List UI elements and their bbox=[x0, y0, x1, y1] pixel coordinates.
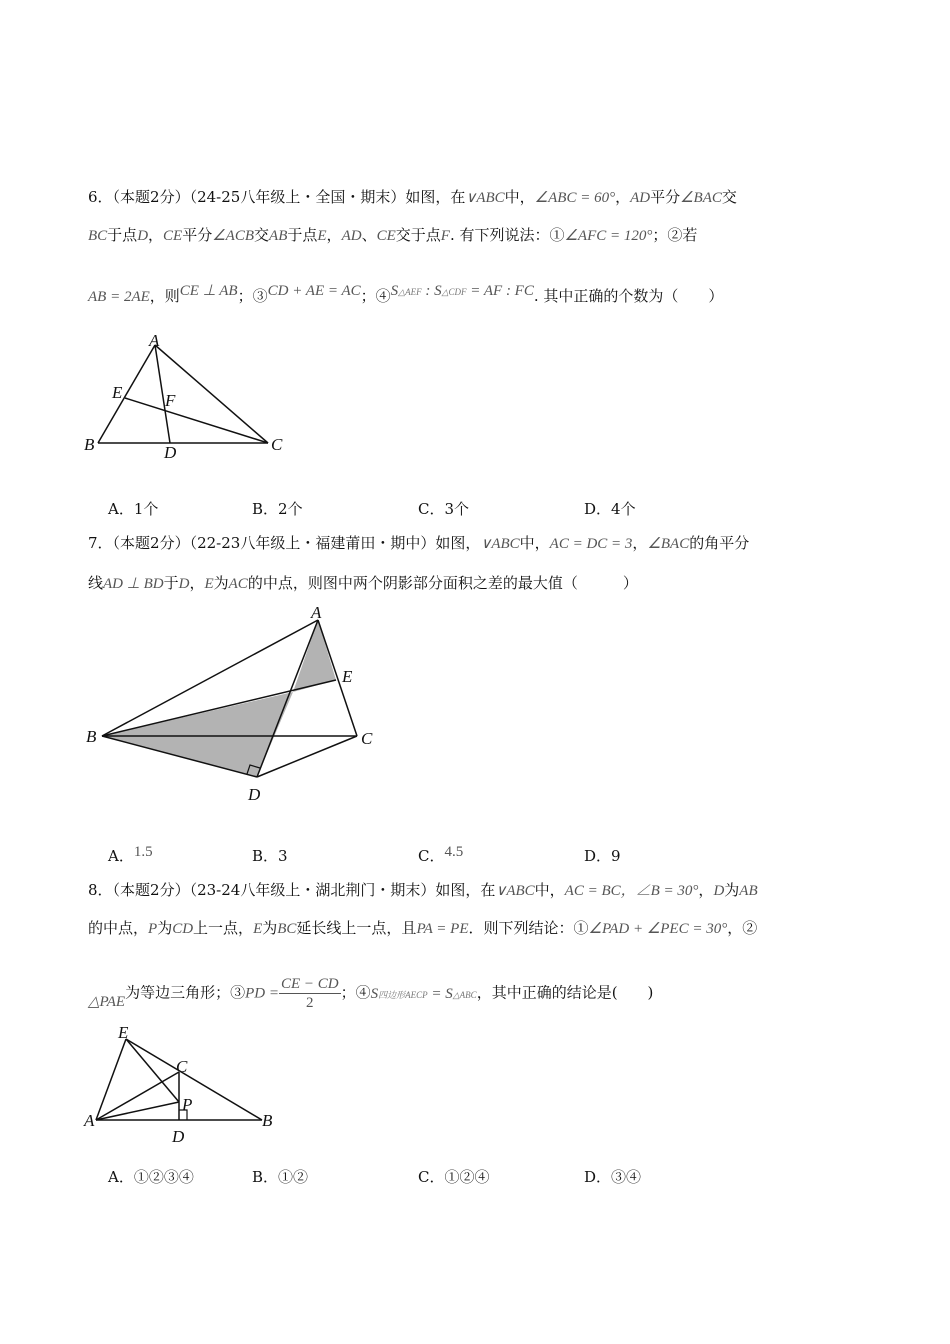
q8-choice-b[interactable]: B．①② bbox=[252, 1168, 309, 1186]
q6-choice-d[interactable]: D．4个 bbox=[584, 500, 636, 518]
q7-choice-d[interactable]: D．9 bbox=[584, 847, 621, 865]
q6-label-a: A bbox=[149, 331, 160, 350]
q6-line-3: AB = 2AE，则CE ⊥ AB；③CD + AE = AC；④S△AEF : S△CDF = AF : FC. 其中正确的个数为（ ） bbox=[88, 283, 724, 305]
q8-line-2: 的中点，P为CD上一点，E为BC延长线上一点，且PA = PE．则下列结论：①∠PAD + ∠PEC = 30°，② bbox=[88, 919, 758, 937]
q7-choice-a[interactable]: A．1.5 bbox=[108, 844, 153, 865]
q8-choice-d[interactable]: D．③④ bbox=[584, 1168, 642, 1186]
q6-choice-b[interactable]: B．2个 bbox=[252, 500, 303, 518]
q6-choice-a[interactable]: A．1个 bbox=[108, 500, 159, 518]
q6-label-c: C bbox=[271, 435, 283, 454]
q6-label-f: F bbox=[165, 391, 176, 410]
q8-choice-c[interactable]: C．①②④ bbox=[418, 1168, 490, 1186]
q8-line-1: 8．（本题2分）（23-24八年级上・湖北荆门・期末）如图，在∨ABC中，AC = BC，∠B = 30°，D为AB bbox=[88, 881, 758, 899]
q7-label-e: E bbox=[342, 667, 353, 686]
q8-choice-a[interactable]: A．①②③④ bbox=[108, 1168, 194, 1186]
q8-label-b: B bbox=[262, 1111, 273, 1130]
q8-figure bbox=[80, 1022, 290, 1147]
q7-choice-b[interactable]: B．3 bbox=[252, 847, 288, 865]
q6-figure bbox=[80, 330, 300, 465]
q7-label-b: B bbox=[86, 727, 97, 746]
q8-segment-ap bbox=[96, 1102, 179, 1120]
q8-label-c: C bbox=[176, 1057, 188, 1076]
q8-label-e: E bbox=[118, 1023, 129, 1042]
q8-label-p: P bbox=[182, 1095, 193, 1114]
q8-label-a: A bbox=[84, 1111, 95, 1130]
q7-label-c: C bbox=[361, 729, 373, 748]
q6-choice-c[interactable]: C．3个 bbox=[418, 500, 470, 518]
q6-segment-ce bbox=[125, 398, 268, 443]
q6-label-e: E bbox=[112, 383, 123, 402]
q7-choice-c[interactable]: C．4.5 bbox=[418, 844, 464, 865]
q8-label-d: D bbox=[172, 1127, 185, 1146]
q6-side-ab bbox=[98, 345, 155, 443]
q8-segment-ep bbox=[126, 1039, 179, 1102]
q7-segment-dc bbox=[257, 736, 357, 777]
q8-fraction: $\frac{CE - CD}{2}$ bbox=[280, 976, 339, 1011]
q6-line-2: BC于点D，CE平分∠ACB交AB于点E，AD、CE交于点F. 有下列说法：①∠AFC = 120°；②若 bbox=[88, 226, 698, 244]
q7-label-d: D bbox=[248, 785, 261, 804]
q6-line-1: 6．（本题2分）（24-25八年级上・全国・期末）如图，在∨ABC中，∠ABC = 60°，AD平分∠BAC交 bbox=[88, 188, 737, 206]
q6-label-b: B bbox=[84, 435, 95, 454]
q6-label-d: D bbox=[164, 443, 177, 462]
q8-line-3: △PAE为等边三角形；③PD = $\frac{CE - CD}{2}$ ；④S四边形AECP = S△ABC，其中正确的结论是( ) bbox=[88, 976, 654, 1011]
q7-line-2: 线AD ⊥ BD于D，E为AC的中点，则图中两个阴影部分面积之差的最大值（ ） bbox=[88, 574, 638, 592]
q8-side-ac bbox=[96, 1072, 179, 1120]
q7-shaded-region-lower bbox=[102, 692, 293, 777]
q8-segment-ae bbox=[96, 1039, 126, 1120]
q8-segment-eb bbox=[126, 1039, 262, 1120]
q7-line-1: 7．（本题2分）（22-23八年级上・福建莆田・期中）如图，∨ABC中，AC = DC = 3，∠BAC的角平分 bbox=[88, 534, 750, 552]
q7-figure bbox=[80, 600, 400, 815]
q7-label-a: A bbox=[311, 603, 322, 622]
